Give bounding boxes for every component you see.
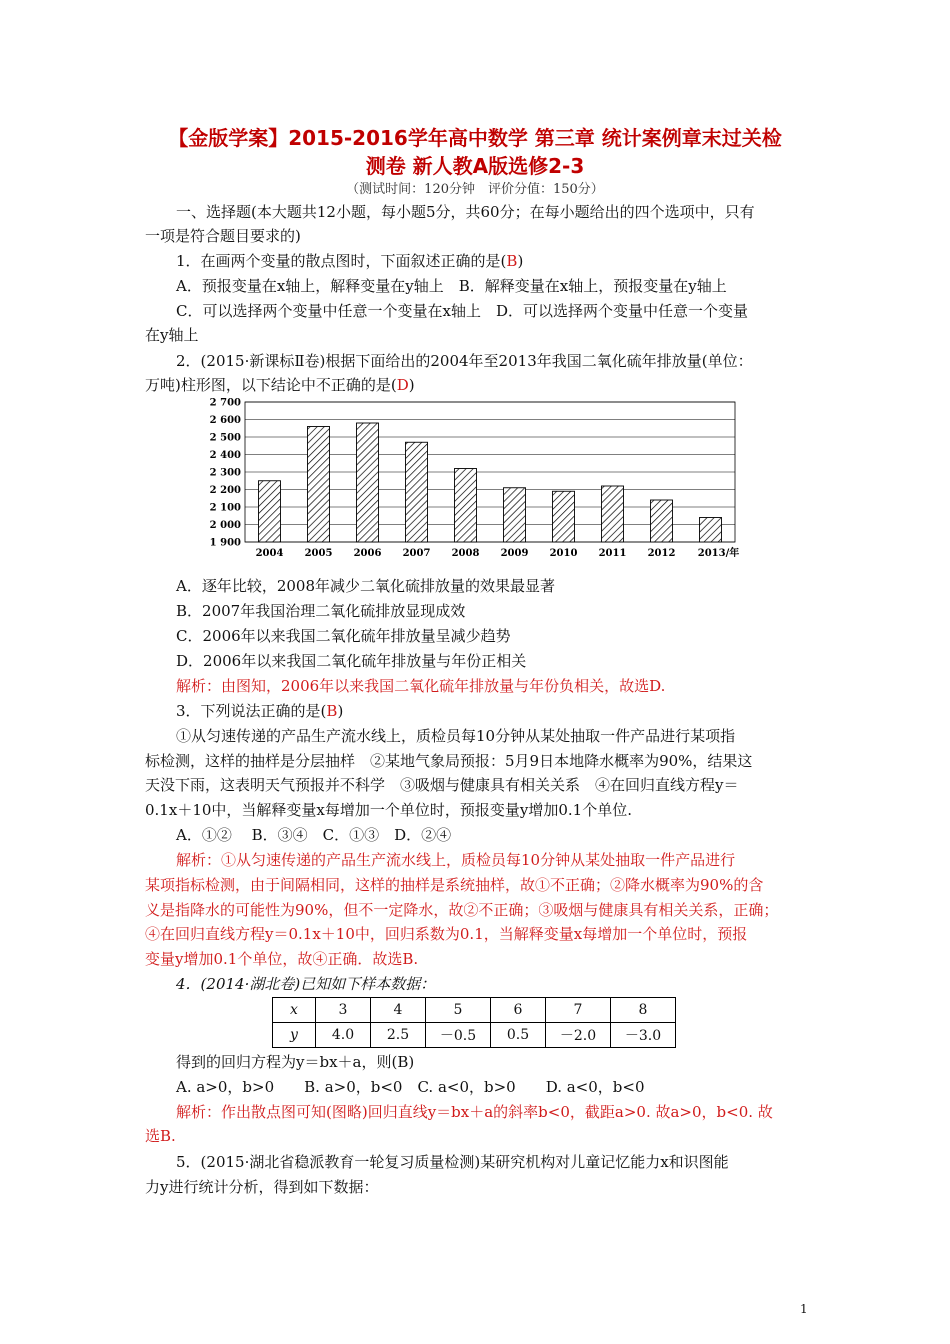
bar <box>504 488 526 542</box>
y-tick-label: 2 700 <box>209 397 241 409</box>
test-meta: （测试时间：120分钟 评价分值：150分） <box>346 182 604 197</box>
so2-bar-chart <box>209 394 755 562</box>
q3-options: A．①② B．③④ C．①③ D．②④ <box>176 826 452 844</box>
q3-solution-5: 变量y增加0.1个单位，故④正确．故选B. <box>145 950 419 968</box>
page-number: 1 <box>800 1302 808 1316</box>
q3-stem <box>176 699 810 723</box>
table-cell: 7 <box>546 998 611 1023</box>
q2-solution: 解析：由图知，2006年以来我国二氧化硫年排放量与年份负相关，故选D. <box>176 677 666 695</box>
y-tick-label: 1 900 <box>209 537 241 549</box>
bar <box>602 486 624 542</box>
q4-solution-2: 选B. <box>145 1127 176 1145</box>
x-tick-label: 2010 <box>549 548 578 559</box>
table-cell: 0.5 <box>491 1023 546 1048</box>
table-cell: 4.0 <box>316 1023 371 1048</box>
y-tick-label: 2 000 <box>209 520 241 531</box>
table-row <box>273 998 676 1023</box>
table-cell: －3.0 <box>611 1023 676 1048</box>
q3-line-2: 标检测，这样的抽样是分层抽样 ②某地气象局预报：5月9日本地降水概率为90%，结果这 <box>145 752 753 770</box>
q1-close: ) <box>517 252 524 270</box>
q1-option-d-cont: 在y轴上 <box>145 326 199 344</box>
title-line-2: 测卷 新人教A版选修2-3 <box>365 154 585 178</box>
y-tick-label: 2 600 <box>209 415 241 426</box>
bar <box>259 481 281 542</box>
table-cell: 4 <box>371 998 426 1023</box>
q5-line-2: 力y进行统计分析，得到如下数据： <box>145 1178 379 1196</box>
q2-option-c: C．2006年以来我国二氧化硫年排放量呈减少趋势 <box>176 627 511 645</box>
q3-stem-text: 3．下列说法正确的是( <box>176 702 327 720</box>
x-tick-label: 2008 <box>451 548 480 559</box>
q2-stem-1: 2．(2015·新课标Ⅱ卷)根据下面给出的2004年至2013年我国二氧化硫年排放量(单位： <box>176 352 753 370</box>
q2-close: ) <box>408 376 415 394</box>
q3-close: ) <box>337 702 344 720</box>
q1-options-ab: A．预报变量在x轴上，解释变量在y轴上 B．解释变量在x轴上，预报变量在y轴上 <box>176 277 727 295</box>
bar <box>455 469 477 543</box>
x-tick-label: 2004 <box>255 548 284 559</box>
y-tick-label: 2 200 <box>209 485 241 496</box>
q3-answer: B <box>326 702 338 720</box>
x-tick-label: 2012 <box>647 548 676 559</box>
q2-option-d: D．2006年以来我国二氧化硫年排放量与年份正相关 <box>176 652 527 670</box>
y-tick-label: 2 300 <box>209 467 241 479</box>
bar <box>357 423 379 542</box>
x-tick-label: 2009 <box>500 548 529 559</box>
q5-line-1: 5．(2015·湖北省稳派教育一轮复习质量检测)某研究机构对儿童记忆能力x和识图能 <box>176 1153 729 1171</box>
sample-data-table <box>272 997 676 1048</box>
x-tick-label: 2005 <box>304 548 333 559</box>
q1-options-cd: C．可以选择两个变量中任意一个变量在x轴上 D．可以选择两个变量中任意一个变量 <box>176 302 748 320</box>
table-row <box>273 1023 676 1048</box>
q4-solution-1: 解析：作出散点图可知(图略)回归直线y＝bx＋a的斜率b<0，截距a>0. 故a>0，b<0. 故 <box>176 1103 773 1121</box>
q3-solution-3: 义是指降水的可能性为90%，但不一定降水，故②不正确；③吸烟与健康具有相关关系，正确； <box>145 901 779 919</box>
q2-answer: D <box>396 376 409 394</box>
table-cell: 2.5 <box>371 1023 426 1048</box>
y-tick-label: 2 500 <box>209 432 241 444</box>
bar <box>406 442 428 542</box>
q3-line-3: 天没下雨，这表明天气预报并不科学 ③吸烟与健康具有相关关系 ④在回归直线方程y＝ <box>145 776 739 794</box>
q4-options: A. a>0，b>0 B. a>0，b<0 C. a<0，b>0 D. a<0，b<0 <box>176 1078 645 1096</box>
y-tick-label: 2 100 <box>209 502 241 514</box>
document-title <box>120 124 830 180</box>
table-cell: 3 <box>316 998 371 1023</box>
bar <box>700 518 722 543</box>
x-tick-label: 2007 <box>402 548 431 559</box>
q4-line-1: 得到的回归方程为y＝bx＋a，则(B) <box>176 1053 415 1071</box>
bar <box>553 491 575 542</box>
q1-stem-text: 1．在画两个变量的散点图时，下面叙述正确的是( <box>176 252 507 270</box>
q2-option-b: B．2007年我国治理二氧化硫排放显现成效 <box>176 602 466 620</box>
q4-stem: 4．(2014·湖北卷)已知如下样本数据： <box>176 975 436 993</box>
table-cell: x <box>273 998 316 1023</box>
table-cell: －0.5 <box>426 1023 491 1048</box>
x-tick-label: 2013/年 <box>697 548 740 559</box>
table-cell: 6 <box>491 998 546 1023</box>
bar <box>651 500 673 542</box>
q3-solution-2: 某项指标检测，由于间隔相同，这样的抽样是系统抽样，故①不正确；②降水概率为90%的含 <box>145 876 764 894</box>
x-tick-label: 2006 <box>353 548 382 559</box>
table-cell: y <box>273 1023 316 1048</box>
q3-solution-1: 解析：①从匀速传递的产品生产流水线上，质检员每10分钟从某处抽取一件产品进行 <box>176 851 736 869</box>
q2-option-a: A．逐年比较，2008年减少二氧化硫排放量的效果最显著 <box>176 577 556 595</box>
section-heading-cont: 一项是符合题目要求的) <box>145 227 301 245</box>
title-line-1: 【金版学案】2015-2016学年高中数学 第三章 统计案例章末过关检 <box>168 126 782 150</box>
table-cell: －2.0 <box>546 1023 611 1048</box>
y-tick-label: 2 400 <box>209 450 241 461</box>
table-cell: 5 <box>426 998 491 1023</box>
q3-line-4: 0.1x＋10中，当解释变量x每增加一个单位时，预报变量y增加0.1个单位. <box>145 801 632 819</box>
q2-stem-text: 万吨)柱形图，以下结论中不正确的是( <box>145 376 397 394</box>
q1-stem <box>176 249 810 273</box>
section-heading: 一、选择题(本大题共12小题，每小题5分，共60分；在每小题给出的四个选项中，只有 <box>176 203 755 221</box>
q1-answer: B <box>506 252 518 270</box>
q3-solution-4: ④在回归直线方程y＝0.1x＋10中，回归系数为0.1，当解释变量x每增加一个单位时，预报 <box>145 925 748 943</box>
x-tick-label: 2011 <box>598 548 627 559</box>
table-cell: 8 <box>611 998 676 1023</box>
bar <box>308 427 330 543</box>
q3-line-1: ①从匀速传递的产品生产流水线上，质检员每10分钟从某处抽取一件产品进行某项指 <box>176 727 736 745</box>
